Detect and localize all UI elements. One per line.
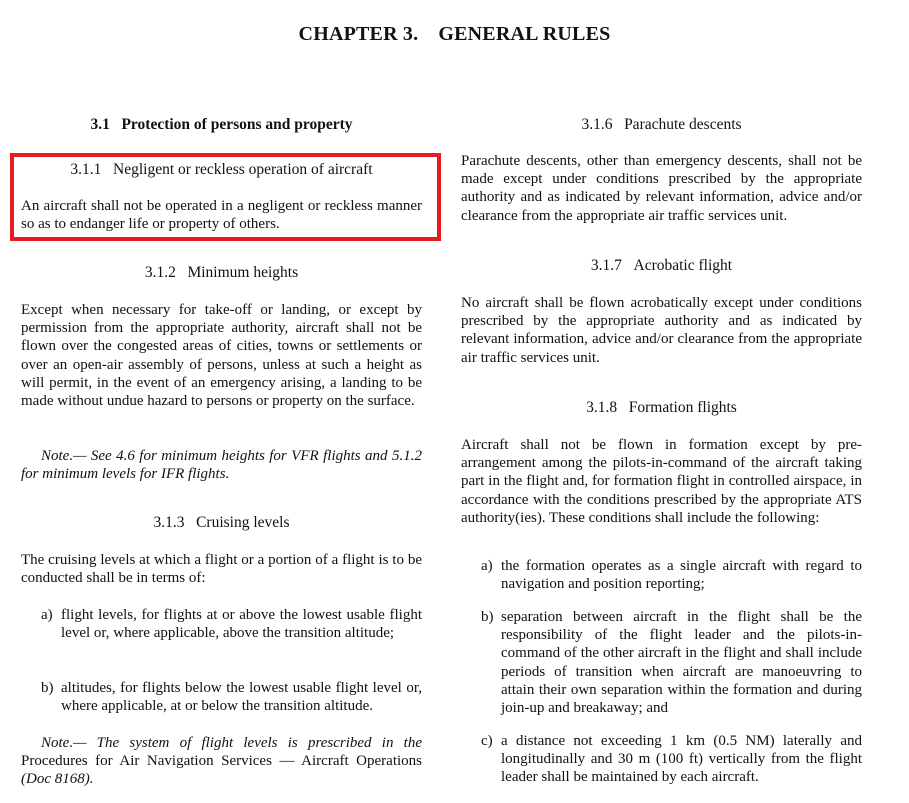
section-title: Minimum heights (187, 264, 299, 281)
section-3-1-3-note (21, 734, 422, 789)
list-item-text: the formation operates as a single aircraft with regard to navigation and position reporting; (501, 558, 862, 593)
list-item-a (21, 606, 422, 642)
section-number: 3.1.2 (144, 264, 176, 281)
list-item-text: separation between aircraft in the flight shall be the responsibility of the flight leader and the pilots-in-command of the other aircraft in the flight and shall include periods of transition when aircraft are manoeuvring to attain their own separation within the formation and during join-up and breakaway; and (501, 609, 862, 717)
list-item-label: c) (481, 733, 493, 749)
section-3-1-2-note: Note.— See 4.6 for minimum heights for VFR flights and 5.1.2 for minimum levels for IFR flights. (21, 448, 422, 483)
section-3-1-6-text: Parachute descents, other than emergency descents, shall not be made except under conditions prescribed by the appropriate authority and as indicated by relevant information, advice and/or clearance from the appropriate air traffic services unit. (461, 153, 862, 224)
section-3-1-2-text: Except when necessary for take-off or landing, or except by permission from the appropriate authority, aircraft shall not be flown over the congested areas of cities, towns or settlements or over an open-air assembly of persons, unless at such a height as will permit, in the event of an emergency arising, a landing to be made without undue hazard to persons or property on the surface. (21, 302, 422, 410)
list-item-text: flight levels, for flights at or above the lowest usable flight level or, where applicable, above the transition altitude; (61, 607, 422, 642)
list-item-label: b) (41, 680, 54, 696)
section-3-1-7-heading (461, 257, 862, 275)
list-item-b (21, 679, 422, 715)
section-title: Formation flights (628, 399, 737, 416)
section-3-1-6-heading (461, 116, 862, 134)
section-title: Protection of persons and property (121, 116, 353, 133)
section-3-1-3-text: The cruising levels at which a flight or a portion of a flight is to be conducted shall be in terms of: (21, 552, 422, 587)
section-3-1-3-heading (21, 514, 422, 532)
chapter-heading (0, 23, 909, 46)
section-3-1-8-heading (461, 399, 862, 417)
section-3-1-8-text: Aircraft shall not be flown in formation except by pre-arrangement among the pilots-in-command of the aircraft taking part in the flight and, for formation flight in controlled airspace, in accordance with the conditions prescribed by the appropriate ATS authority(ies). These conditions shall include the following: (461, 437, 862, 526)
list-item-a (461, 557, 862, 593)
section-number: 3.1 (90, 116, 110, 133)
section-number: 3.1.6 (581, 116, 613, 133)
section-number: 3.1.1 (70, 161, 102, 178)
list-item-text: altitudes, for flights below the lowest usable flight level or, where applicable, at or below the transition altitude. (61, 680, 422, 715)
list-item-b (461, 608, 862, 717)
section-number: 3.1.3 (153, 514, 185, 531)
chapter-title: GENERAL RULES (438, 23, 611, 45)
section-title: Acrobatic flight (633, 257, 733, 274)
section-title: Negligent or reckless operation of aircraft (113, 161, 373, 178)
section-3-1-2-heading (21, 264, 422, 282)
section-3-1-1-text: An aircraft shall not be operated in a negligent or reckless manner so as to endanger life or property of others. (21, 198, 422, 233)
note-lead: Note.— The system of flight levels is prescribed in the (41, 735, 422, 751)
section-3-1-heading (21, 116, 422, 134)
note-doc: (Doc 8168). (21, 771, 94, 788)
list-item-text: a distance not exceeding 1 km (0.5 NM) laterally and longitudinally and 30 m (100 ft) vertically from the flight leader shall be maintained by each aircraft. (501, 733, 862, 786)
section-title: Cruising levels (196, 514, 290, 531)
section-number: 3.1.7 (590, 257, 622, 274)
section-title: Parachute descents (624, 116, 742, 133)
section-3-1-1-heading (21, 161, 422, 179)
chapter-number: CHAPTER 3. (298, 23, 419, 45)
section-number: 3.1.8 (586, 399, 618, 416)
section-3-1-7-text: No aircraft shall be flown acrobatically except under conditions prescribed by the appropriate authority and as indicated by relevant information, advice and/or clearance from the appropriate air traffic services unit. (461, 295, 862, 366)
list-item-label: b) (481, 609, 494, 625)
list-item-label: a) (481, 558, 493, 574)
note-reference: Procedures for Air Navigation Services — Aircraft Operations (21, 753, 422, 770)
list-item-label: a) (41, 607, 53, 623)
list-item-c (461, 732, 862, 787)
